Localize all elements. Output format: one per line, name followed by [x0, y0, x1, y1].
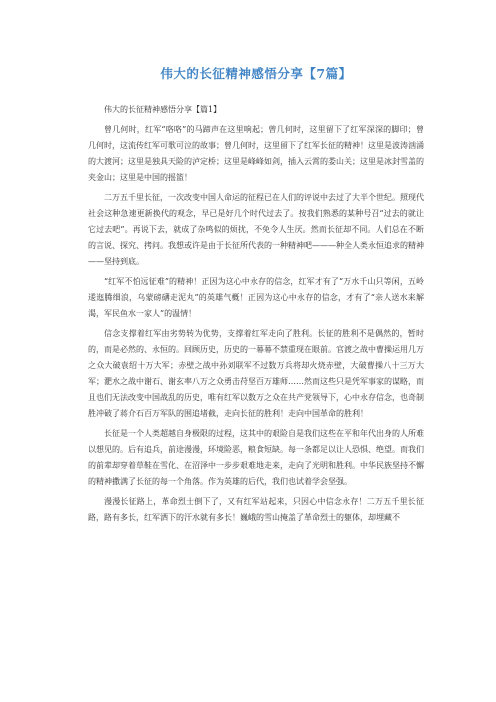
section-heading: 伟大的长征精神感悟分享【篇1】	[104, 105, 222, 114]
paragraph-6: 漫漫长征路上，革命烈士倒下了，又有红军站起来，只因心中信念永存！二万五千里长征路，路有多长，红军洒下的汗水就有多长！巍峨的雪山掩盖了革命烈士的躯体，却埋藏不	[88, 497, 424, 522]
document-title: 伟大的长征精神感悟分享【7篇】	[160, 66, 352, 81]
paragraph-2: 二万五千里长征，一次改变中国人命运的征程已在人们的评说中去过了大半个世纪。照现代社会这种急速更新换代的观念，早已是好几个时代过去了。按我们熟悉的某种号召“过去的就让它过去吧”。再说下去，就成了杂鸣似的烦扰，不免令人生厌。然而长征却不同。人们总在不断的言说、探究、拷问。我想或许是由于长征所代表的一种精神吧———种全人类永恒追求的精神——坚持到底。	[88, 193, 424, 266]
paragraph-4: 信念支撑着红军由劣势转为优势，支撑着红军走向了胜利。长征的胜利不是偶然的，暂时的，而是必然的、永恒的。回顾历史，历史的一幕幕不禁重现在眼前。官渡之战中曹操运用几万之众大破袁绍十万大军；赤壁之战中孙刘联军不过数万兵将却火烧赤壁，大破曹操八十三万大军；淝水之战中谢石、谢玄率八万之众勇击苻坚百万雄师……然而这些只是凭军事家的谋略，而且也们无法改变中国战乱的历史，唯有红军以数万之众在共产党领导下，心中永存信念，也奇制胜冲破了蒋介石百万军队的围追堵截，走向长征的胜利！走向中国革命的胜利！	[88, 329, 424, 418]
paragraph-1: 曾几何时，红军“咯咯”的马蹄声在这里响起；曾几何时，这里留下了红军深深的脚印；曾几何时，这流传红军可歌可泣的故事；曾几何时，这里留下了红军长征的精神！这里是波涛汹涌的大渡河；这里是独具天险的泸定桥；这里是峰峰如剑，插入云霄的娄山关；这里是冰封雪盖的夹金山；这里是中国的摇篮！	[88, 125, 424, 182]
paragraph-3: “红军不怕远征难”的精神！正因为这心中永存的信念，红军才有了“万水千山只等闲，五岭逶迤腾细浪，乌蒙磅礴走泥丸”的英雄气概！正因为这心中永存的信念，才有了“亲人送水来解渴，军民鱼水一家人”的温情！	[88, 277, 424, 318]
paragraph-5: 长征是一个人类超越自身极限的过程，这其中的艰险自是我们这些在平和年代出身的人所难以想见的。后有追兵，前途漫漫，环境险恶，粮食短缺。每一条都足以让人恐惧、绝望。而我们的前辈却穿着草鞋在雪化、在沼泽中一步步艰难地走来，走向了光明和胜利。中华民族坚持不懈的精神撒满了长征的每一个角落。作为英雄的后代，我们也试着学会坚强。	[88, 429, 424, 486]
